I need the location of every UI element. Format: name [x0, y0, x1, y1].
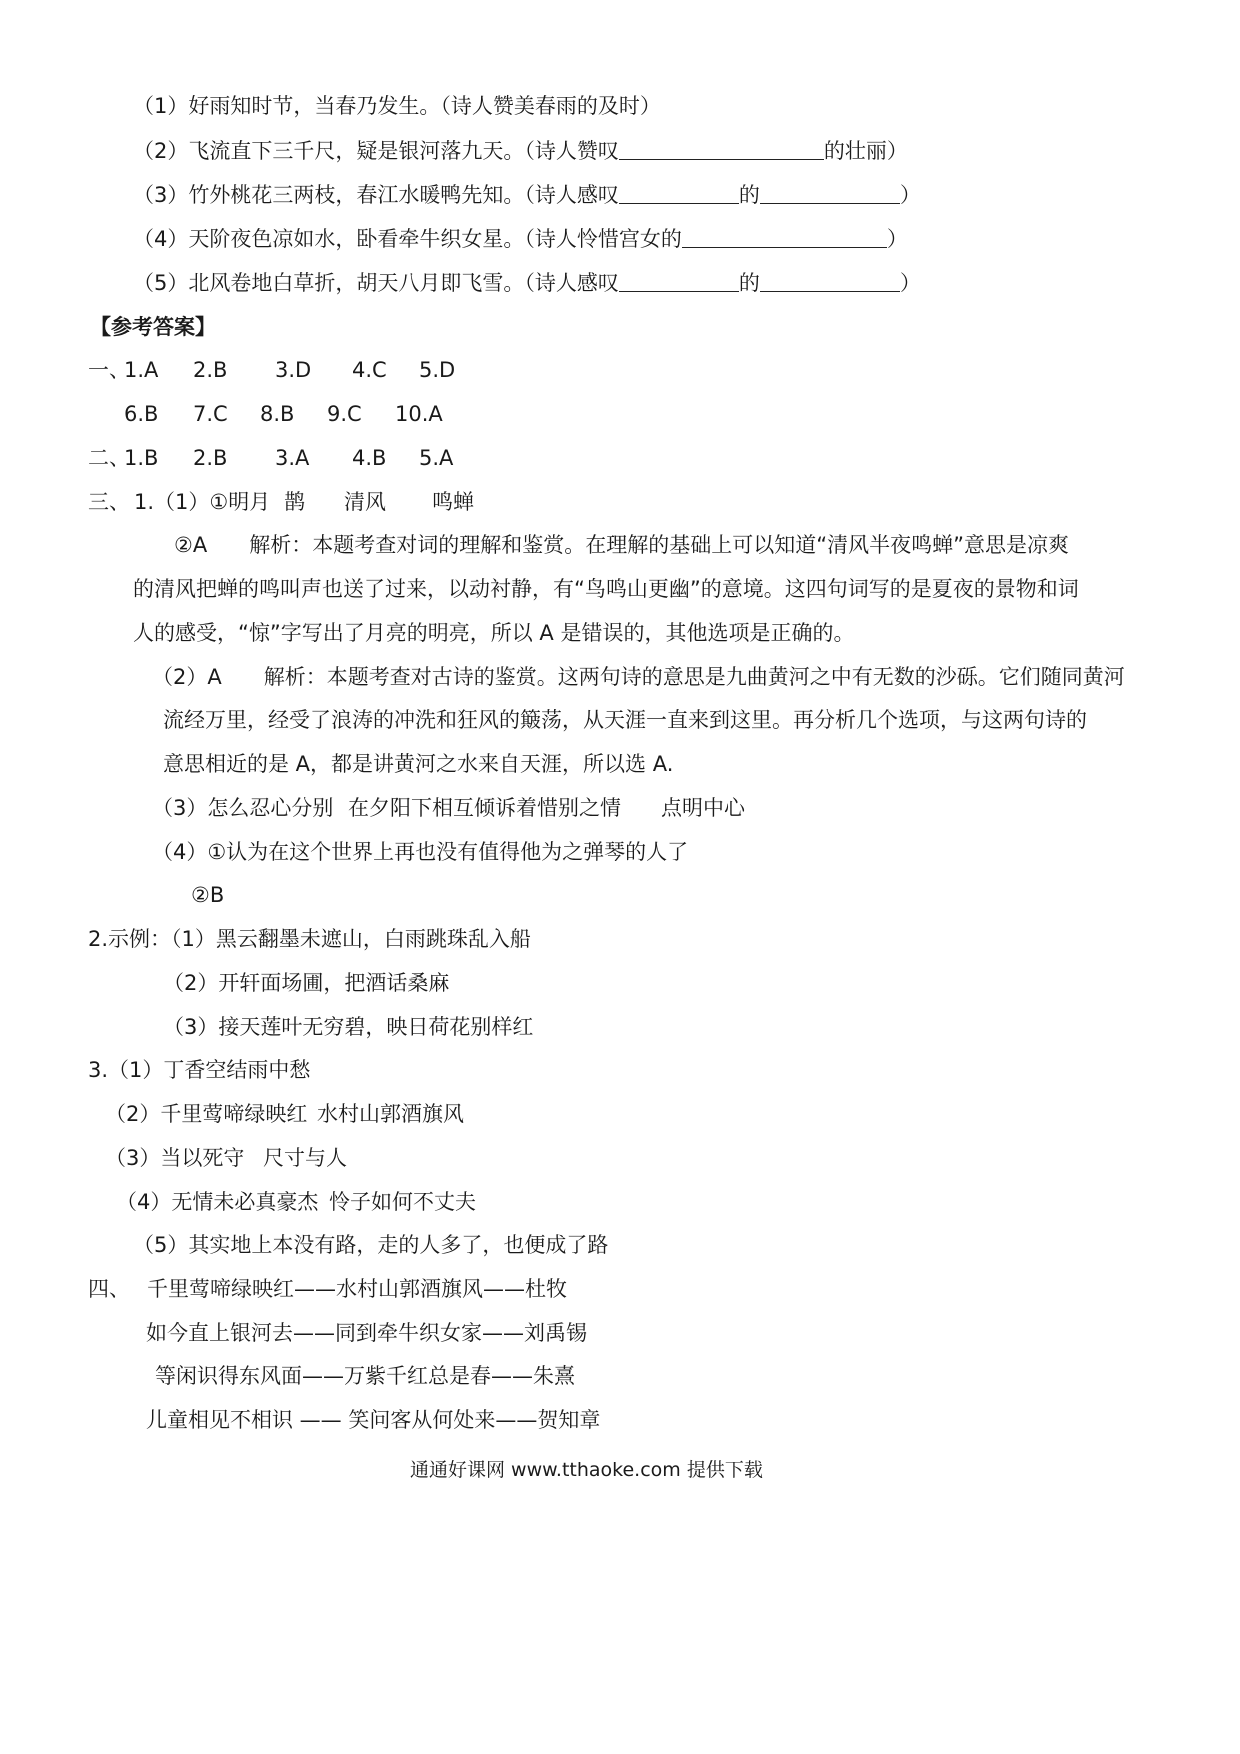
section-label: 一、 — [88, 358, 130, 382]
section3-part3-5: （5）其实地上本没有路，走的人多了，也便成了路 — [133, 1233, 609, 1257]
section3-q2-line3: 意思相近的是 A，都是讲黄河之水来自天涯，所以选 A. — [163, 752, 674, 776]
answer-text: 清风 — [344, 490, 386, 514]
answer-item: 1.B — [124, 446, 159, 470]
answer-blank[interactable] — [619, 183, 739, 204]
question-number: （1） — [133, 94, 189, 118]
fill-question-4 — [133, 225, 908, 253]
question-suffix: 的壮丽） — [823, 139, 908, 163]
question-number: （3） — [133, 183, 189, 207]
answer-item: 10.A — [395, 402, 443, 426]
question-prompt: （诗人赞叹 — [524, 139, 619, 163]
section3-example-1: 2.示例：（1）黑云翻墨未遮山，白雨跳珠乱入船 — [88, 927, 531, 951]
question-suffix: ） — [899, 271, 921, 295]
answer-text: （2）千里莺啼绿映红 — [105, 1102, 308, 1126]
section4-line4: 儿童相见不相识 —— 笑问客从何处来——贺知章 — [146, 1408, 601, 1432]
answer-item: 2.B — [193, 446, 228, 470]
section4-line1 — [88, 1275, 567, 1303]
match-line: 千里莺啼绿映红——水村山郭酒旗风——杜牧 — [147, 1277, 567, 1301]
answer-item: 5.D — [419, 358, 456, 382]
answer-text: 在夕阳下相互倾诉着惜别之情 — [348, 796, 621, 820]
section3-q2-line2: 流经万里，经受了浪涛的冲洗和狂风的簸荡，从天涯一直来到这里。再分析几个选项，与这两句诗的 — [163, 708, 1087, 732]
answer-item: 4.C — [352, 358, 387, 382]
section4-line2: 如今直上银河去——同到牵牛织女家——刘禹锡 — [146, 1321, 587, 1345]
answer-text: 尺寸与人 — [263, 1146, 347, 1170]
question-number: （5） — [133, 271, 189, 295]
section3-example-2: （2）开轩面场圃，把酒话桑麻 — [163, 971, 450, 995]
poem-text: 天阶夜色凉如水，卧看牵牛织女星。 — [188, 227, 525, 251]
answer-text: 水村山郭酒旗风 — [317, 1102, 464, 1126]
poem-text: 飞流直下三千尺，疑是银河落九天。 — [188, 139, 525, 163]
section3-q1-a — [88, 488, 474, 516]
answer-item: 3.A — [275, 446, 310, 470]
fill-question-5 — [133, 269, 921, 297]
answer-item: 8.B — [260, 402, 295, 426]
section3-q4-b: ②B — [191, 883, 225, 907]
question-prompt: （诗人赞美春雨的及时） — [440, 94, 661, 118]
answer-blank[interactable] — [760, 183, 900, 204]
fill-question-1 — [133, 92, 661, 120]
section-label: 三、 — [88, 490, 130, 514]
answer-item: 6.B — [124, 402, 159, 426]
poem-text: 好雨知时节，当春乃发生。 — [188, 94, 441, 118]
section-label: 四、 — [88, 1277, 130, 1301]
section3-example-3: （3）接天莲叶无穷碧，映日荷花别样红 — [163, 1015, 534, 1039]
question-number: （2） — [133, 139, 189, 163]
answer-text: 1.（1）①明月 — [134, 490, 271, 514]
section1-row2 — [124, 400, 443, 428]
section3-part3-1: 3.（1）丁香空结雨中愁 — [88, 1058, 311, 1082]
fill-question-3 — [133, 181, 921, 209]
answer-blank[interactable] — [682, 227, 887, 248]
section3-part3-2 — [105, 1100, 464, 1128]
section2-row — [88, 444, 453, 472]
section3-q1-b-line1: ②A 解析：本题考查对词的理解和鉴赏。在理解的基础上可以知道“清风半夜鸣蝉”意思是凉爽 — [174, 533, 1069, 557]
answer-item: 2.B — [193, 358, 228, 382]
answers-heading: 【参考答案】 — [90, 315, 216, 339]
poem-text: 竹外桃花三两枝，春江水暖鸭先知。 — [188, 183, 525, 207]
fill-question-2 — [133, 137, 908, 165]
poem-text: 北风卷地白草折，胡天八月即飞雪。 — [188, 271, 525, 295]
answer-blank[interactable] — [619, 271, 739, 292]
page-footer: 通通好课网 www.tthaoke.com 提供下载 — [410, 1459, 763, 1481]
answer-item: 1.A — [124, 358, 159, 382]
answer-text: （4）无情未必真豪杰 — [116, 1190, 319, 1214]
answer-text: 点明中心 — [661, 796, 745, 820]
question-suffix: ） — [886, 227, 908, 251]
answer-item: 7.C — [193, 402, 228, 426]
section3-q2-line1: （2）A 解析：本题考查对古诗的鉴赏。这两句诗的意思是九曲黄河之中有无数的沙砾。它们随同黄河 — [152, 665, 1125, 689]
section-label: 二、 — [88, 446, 130, 470]
section3-part3-3 — [105, 1144, 347, 1172]
section3-q1-b-line2: 的清风把蝉的鸣叫声也送了过来，以动衬静，有“鸟鸣山更幽”的意境。这四句词写的是夏夜的景物和词 — [133, 577, 1079, 601]
question-number: （4） — [133, 227, 189, 251]
question-middle: 的 — [738, 271, 760, 295]
section3-q4-a: （4）①认为在这个世界上再也没有值得他为之弹琴的人了 — [152, 840, 689, 864]
section3-part3-4 — [116, 1188, 476, 1216]
question-prompt: （诗人感叹 — [524, 183, 619, 207]
answer-text: （3）怎么忍心分别 — [152, 796, 334, 820]
section1-row1 — [88, 356, 455, 384]
answer-item: 3.D — [275, 358, 312, 382]
question-suffix: ） — [899, 183, 921, 207]
answer-blank[interactable] — [619, 139, 824, 160]
question-prompt: （诗人怜惜宫女的 — [524, 227, 682, 251]
answer-text: 鸣蝉 — [432, 490, 474, 514]
section3-q1-b-line3: 人的感受，“惊”字写出了月亮的明亮，所以 A 是错误的，其他选项是正确的。 — [133, 621, 855, 645]
answer-blank[interactable] — [760, 271, 900, 292]
answer-item: 4.B — [352, 446, 387, 470]
answer-text: （3）当以死守 — [105, 1146, 245, 1170]
question-prompt: （诗人感叹 — [524, 271, 619, 295]
answer-text: 鹊 — [284, 490, 305, 514]
section4-line3: 等闲识得东风面——万紫千红总是春——朱熹 — [155, 1364, 575, 1388]
section3-q3 — [152, 794, 745, 822]
question-middle: 的 — [738, 183, 760, 207]
answer-text: 怜子如何不丈夫 — [329, 1190, 476, 1214]
answer-item: 9.C — [327, 402, 362, 426]
answer-item: 5.A — [419, 446, 454, 470]
